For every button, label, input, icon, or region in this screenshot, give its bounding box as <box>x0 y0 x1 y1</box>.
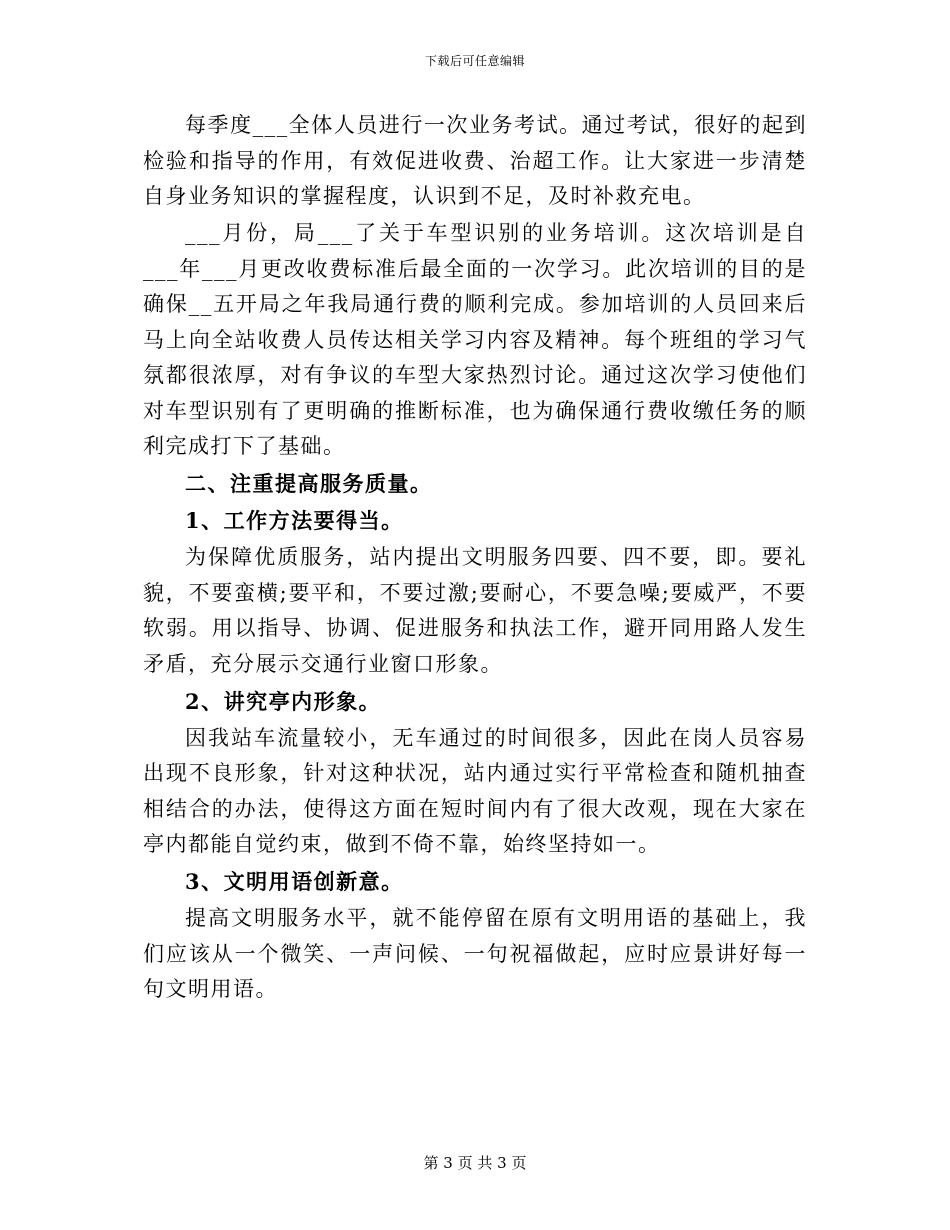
page-number: 第 3 页 共 3 页 <box>423 1154 527 1172</box>
subheading-booth-image: 2、讲究亭内形象。 <box>185 688 382 714</box>
paragraph-civilized-language: 提高文明服务水平，就不能停留在原有文明用语的基础上，我们应该从一个微笑、一声问候、一句祝福做起，应时应景讲好每一句文明用语。 <box>143 906 807 1001</box>
subheading-work-method: 1、工作方法要得当。 <box>185 508 404 533</box>
document-body <box>143 108 807 1009</box>
subheading-civilized-language: 3、文明用语创新意。 <box>185 869 404 894</box>
paragraph-quarterly-exam: 每季度___全体人员进行一次业务考试。通过考试，很好的起到检验和指导的作用，有效促进收费、治超工作。让大家进一步清楚自身业务知识的掌握程度，认识到不足，及时补救充电。 <box>143 113 807 208</box>
section-heading-service-quality: 二、注重提高服务质量。 <box>185 471 433 496</box>
paragraph-booth-image: 因我站车流量较小，无车通过的时间很多，因此在岗人员容易出现不良形象，针对这种状况，站内通过实行平常检查和随机抽查相结合的办法，使得这方面在短时间内有了很大改观，现在大家在亭内都能自觉约束，做到不倚不靠，始终坚持如一。 <box>143 725 807 856</box>
paragraph-vehicle-training: ___月份，局___了关于车型识别的业务培训。这次培训是自___年___月更改收费标准后最全面的一次学习。此次培训的目的是确保__五开局之年我局通行费的顺利完成。参加培训的人员回来后马上向全站收费人员传达相关学习内容及精神。每个班组的学习气氛都很浓厚，对有争议的车型大家热烈讨论。通过这次学习使他们对车型识别有了更明确的推断标准，也为确保通行费收缴任务的顺利完成打下了基础。 <box>143 221 807 458</box>
paragraph-civilized-service: 为保障优质服务，站内提出文明服务四要、四不要，即。要礼貌，不要蛮横;要平和，不要过激;要耐心，不要急噪;要威严，不要软弱。用以指导、协调、促进服务和执法工作，避开同用路人发生矛盾，充分展示交通行业窗口形象。 <box>143 545 807 676</box>
page-header: 下载后可任意编辑 <box>424 54 525 68</box>
